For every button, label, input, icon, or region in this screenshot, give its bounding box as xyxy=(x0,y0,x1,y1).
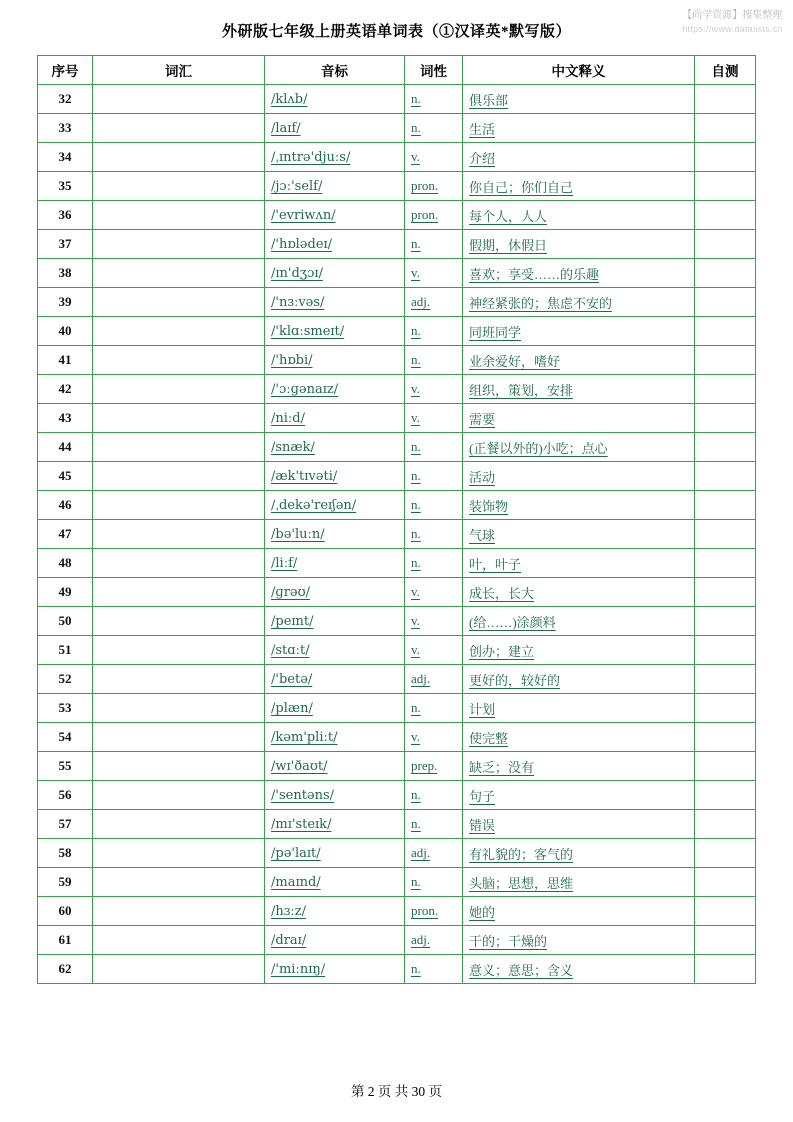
cell-phonetic: /'hɒbi/ xyxy=(265,346,405,375)
cell-selftest-blank[interactable] xyxy=(695,781,756,810)
cell-number: 39 xyxy=(38,288,93,317)
cell-number: 53 xyxy=(38,694,93,723)
cell-phonetic: /æk'tɪvəti/ xyxy=(265,462,405,491)
cell-pos: n. xyxy=(405,114,463,143)
cell-word-blank[interactable] xyxy=(93,85,265,114)
cell-pos: n. xyxy=(405,810,463,839)
cell-meaning: 干的；干燥的 xyxy=(463,926,695,955)
cell-word-blank[interactable] xyxy=(93,462,265,491)
cell-phonetic: /ˌɪntrə'djuːs/ xyxy=(265,143,405,172)
cell-pos: adj. xyxy=(405,288,463,317)
cell-selftest-blank[interactable] xyxy=(695,201,756,230)
cell-selftest-blank[interactable] xyxy=(695,578,756,607)
cell-number: 41 xyxy=(38,346,93,375)
cell-word-blank[interactable] xyxy=(93,810,265,839)
cell-word-blank[interactable] xyxy=(93,143,265,172)
cell-word-blank[interactable] xyxy=(93,491,265,520)
cell-meaning: 每个人，人人 xyxy=(463,201,695,230)
table-row xyxy=(38,259,756,288)
cell-meaning: 句子 xyxy=(463,781,695,810)
cell-number: 38 xyxy=(38,259,93,288)
cell-number: 55 xyxy=(38,752,93,781)
cell-phonetic: /klʌb/ xyxy=(265,85,405,114)
cell-meaning: 她的 xyxy=(463,897,695,926)
cell-phonetic: /ɪn'dʒɔɪ/ xyxy=(265,259,405,288)
cell-number: 57 xyxy=(38,810,93,839)
table-row xyxy=(38,897,756,926)
cell-word-blank[interactable] xyxy=(93,955,265,984)
cell-number: 45 xyxy=(38,462,93,491)
cell-number: 54 xyxy=(38,723,93,752)
cell-word-blank[interactable] xyxy=(93,607,265,636)
cell-word-blank[interactable] xyxy=(93,897,265,926)
cell-word-blank[interactable] xyxy=(93,839,265,868)
cell-pos: n. xyxy=(405,520,463,549)
header-word: 词汇 xyxy=(93,56,265,85)
table-row xyxy=(38,578,756,607)
cell-pos: pron. xyxy=(405,897,463,926)
cell-pos: n. xyxy=(405,462,463,491)
cell-selftest-blank[interactable] xyxy=(695,549,756,578)
table-row xyxy=(38,955,756,984)
cell-selftest-blank[interactable] xyxy=(695,607,756,636)
cell-number: 44 xyxy=(38,433,93,462)
table-row xyxy=(38,810,756,839)
cell-pos: n. xyxy=(405,230,463,259)
table-row xyxy=(38,462,756,491)
watermark xyxy=(682,8,783,37)
header-number: 序号 xyxy=(38,56,93,85)
cell-phonetic: /'sentəns/ xyxy=(265,781,405,810)
cell-number: 48 xyxy=(38,549,93,578)
cell-number: 36 xyxy=(38,201,93,230)
cell-meaning: 业余爱好，嗜好 xyxy=(463,346,695,375)
cell-number: 49 xyxy=(38,578,93,607)
cell-meaning: 气球 xyxy=(463,520,695,549)
cell-pos: n. xyxy=(405,868,463,897)
cell-phonetic: /hɜːz/ xyxy=(265,897,405,926)
cell-phonetic: /wɪ'ðaʊt/ xyxy=(265,752,405,781)
cell-word-blank[interactable] xyxy=(93,230,265,259)
table-row xyxy=(38,549,756,578)
cell-pos: n. xyxy=(405,549,463,578)
table-row xyxy=(38,781,756,810)
cell-number: 33 xyxy=(38,114,93,143)
cell-word-blank[interactable] xyxy=(93,694,265,723)
cell-selftest-blank[interactable] xyxy=(695,404,756,433)
cell-selftest-blank[interactable] xyxy=(695,317,756,346)
cell-pos: v. xyxy=(405,404,463,433)
cell-word-blank[interactable] xyxy=(93,723,265,752)
cell-word-blank[interactable] xyxy=(93,317,265,346)
cell-word-blank[interactable] xyxy=(93,868,265,897)
cell-phonetic: /snæk/ xyxy=(265,433,405,462)
cell-selftest-blank[interactable] xyxy=(695,259,756,288)
cell-meaning: 活动 xyxy=(463,462,695,491)
header-selftest: 自测 xyxy=(695,56,756,85)
cell-pos: prep. xyxy=(405,752,463,781)
cell-pos: pron. xyxy=(405,172,463,201)
cell-number: 47 xyxy=(38,520,93,549)
cell-phonetic: /'hɒlədeɪ/ xyxy=(265,230,405,259)
cell-phonetic: /laɪf/ xyxy=(265,114,405,143)
cell-number: 56 xyxy=(38,781,93,810)
cell-phonetic: /pə'laɪt/ xyxy=(265,839,405,868)
watermark-source: 【尚学资源】搜集整理 xyxy=(682,10,783,21)
cell-pos: v. xyxy=(405,143,463,172)
cell-selftest-blank[interactable] xyxy=(695,752,756,781)
table-row xyxy=(38,172,756,201)
cell-phonetic: /'ɔːɡənaɪz/ xyxy=(265,375,405,404)
table-row xyxy=(38,143,756,172)
cell-pos: n. xyxy=(405,433,463,462)
cell-selftest-blank[interactable] xyxy=(695,520,756,549)
cell-meaning: 生活 xyxy=(463,114,695,143)
cell-selftest-blank[interactable] xyxy=(695,288,756,317)
table-row xyxy=(38,404,756,433)
cell-pos: n. xyxy=(405,491,463,520)
cell-phonetic: /'nɜːvəs/ xyxy=(265,288,405,317)
table-row xyxy=(38,491,756,520)
page-number-footer: 第 2 页 共 30 页 xyxy=(350,1084,443,1099)
table-row xyxy=(38,114,756,143)
cell-selftest-blank[interactable] xyxy=(695,172,756,201)
cell-phonetic: /mɪ'steɪk/ xyxy=(265,810,405,839)
cell-pos: adj. xyxy=(405,839,463,868)
table-row xyxy=(38,723,756,752)
cell-meaning: 使完整 xyxy=(463,723,695,752)
table-row xyxy=(38,694,756,723)
cell-meaning: 有礼貌的；客气的 xyxy=(463,839,695,868)
cell-phonetic: /kəm'pliːt/ xyxy=(265,723,405,752)
cell-pos: n. xyxy=(405,85,463,114)
cell-number: 42 xyxy=(38,375,93,404)
cell-meaning: 你自己；你们自己 xyxy=(463,172,695,201)
cell-meaning: 创办；建立 xyxy=(463,636,695,665)
table-row xyxy=(38,839,756,868)
cell-pos: v. xyxy=(405,259,463,288)
cell-number: 59 xyxy=(38,868,93,897)
cell-selftest-blank[interactable] xyxy=(695,723,756,752)
cell-selftest-blank[interactable] xyxy=(695,926,756,955)
cell-meaning: (正餐以外的)小吃；点心 xyxy=(463,433,695,462)
cell-word-blank[interactable] xyxy=(93,172,265,201)
cell-phonetic: /draɪ/ xyxy=(265,926,405,955)
cell-meaning: 喜欢；享受……的乐趣 xyxy=(463,259,695,288)
table-row xyxy=(38,230,756,259)
cell-meaning: 假期，休假日 xyxy=(463,230,695,259)
cell-number: 37 xyxy=(38,230,93,259)
cell-selftest-blank[interactable] xyxy=(695,346,756,375)
cell-pos: n. xyxy=(405,317,463,346)
cell-word-blank[interactable] xyxy=(93,375,265,404)
cell-word-blank[interactable] xyxy=(93,752,265,781)
table-row xyxy=(38,201,756,230)
cell-pos: adj. xyxy=(405,665,463,694)
cell-phonetic: /liːf/ xyxy=(265,549,405,578)
cell-selftest-blank[interactable] xyxy=(695,665,756,694)
table-row xyxy=(38,868,756,897)
cell-phonetic: /bə'luːn/ xyxy=(265,520,405,549)
cell-meaning: 组织，策划，安排 xyxy=(463,375,695,404)
cell-number: 60 xyxy=(38,897,93,926)
cell-pos: n. xyxy=(405,955,463,984)
cell-word-blank[interactable] xyxy=(93,404,265,433)
cell-selftest-blank[interactable] xyxy=(695,143,756,172)
cell-pos: v. xyxy=(405,636,463,665)
header-meaning: 中文释义 xyxy=(463,56,695,85)
cell-phonetic: /'klɑːsmeɪt/ xyxy=(265,317,405,346)
cell-selftest-blank[interactable] xyxy=(695,694,756,723)
cell-number: 34 xyxy=(38,143,93,172)
table-row xyxy=(38,607,756,636)
cell-meaning: 同班同学 xyxy=(463,317,695,346)
cell-word-blank[interactable] xyxy=(93,433,265,462)
cell-meaning: 更好的，较好的 xyxy=(463,665,695,694)
cell-word-blank[interactable] xyxy=(93,346,265,375)
page-title: 外研版七年级上册英语单词表（①汉译英*默写版） xyxy=(221,24,571,40)
watermark-url: https://www.datalists.cn xyxy=(682,24,783,34)
cell-meaning: 装饰物 xyxy=(463,491,695,520)
cell-selftest-blank[interactable] xyxy=(695,433,756,462)
table-header-row xyxy=(38,56,756,85)
cell-number: 51 xyxy=(38,636,93,665)
cell-number: 58 xyxy=(38,839,93,868)
cell-meaning: 错误 xyxy=(463,810,695,839)
table-row xyxy=(38,288,756,317)
table-row xyxy=(38,636,756,665)
cell-pos: v. xyxy=(405,578,463,607)
cell-selftest-blank[interactable] xyxy=(695,955,756,984)
table-row xyxy=(38,433,756,462)
header-pos: 词性 xyxy=(405,56,463,85)
cell-number: 40 xyxy=(38,317,93,346)
cell-meaning: 需要 xyxy=(463,404,695,433)
cell-number: 46 xyxy=(38,491,93,520)
vocab-table xyxy=(37,55,756,984)
cell-word-blank[interactable] xyxy=(93,520,265,549)
cell-number: 61 xyxy=(38,926,93,955)
cell-phonetic: /'betə/ xyxy=(265,665,405,694)
table-row xyxy=(38,346,756,375)
cell-pos: v. xyxy=(405,375,463,404)
cell-meaning: 俱乐部 xyxy=(463,85,695,114)
table-row xyxy=(38,375,756,404)
table-row xyxy=(38,85,756,114)
cell-meaning: 成长，长大 xyxy=(463,578,695,607)
cell-meaning: 缺乏；没有 xyxy=(463,752,695,781)
cell-phonetic: /'miːnɪŋ/ xyxy=(265,955,405,984)
cell-word-blank[interactable] xyxy=(93,578,265,607)
cell-word-blank[interactable] xyxy=(93,201,265,230)
cell-selftest-blank[interactable] xyxy=(695,375,756,404)
cell-phonetic: /plæn/ xyxy=(265,694,405,723)
cell-meaning: 介绍 xyxy=(463,143,695,172)
cell-selftest-blank[interactable] xyxy=(695,85,756,114)
cell-phonetic: /ɡrəʊ/ xyxy=(265,578,405,607)
table-row xyxy=(38,665,756,694)
cell-word-blank[interactable] xyxy=(93,259,265,288)
cell-word-blank[interactable] xyxy=(93,288,265,317)
cell-selftest-blank[interactable] xyxy=(695,491,756,520)
cell-meaning: 计划 xyxy=(463,694,695,723)
cell-pos: n. xyxy=(405,781,463,810)
cell-number: 32 xyxy=(38,85,93,114)
cell-selftest-blank[interactable] xyxy=(695,636,756,665)
cell-phonetic: /niːd/ xyxy=(265,404,405,433)
cell-selftest-blank[interactable] xyxy=(695,897,756,926)
cell-selftest-blank[interactable] xyxy=(695,810,756,839)
cell-meaning: 叶，叶子 xyxy=(463,549,695,578)
cell-number: 35 xyxy=(38,172,93,201)
cell-phonetic: /ˌdekə'reɪʃən/ xyxy=(265,491,405,520)
cell-meaning: (给……)涂颜料 xyxy=(463,607,695,636)
cell-pos: n. xyxy=(405,694,463,723)
table-row xyxy=(38,926,756,955)
cell-meaning: 头脑；思想，思维 xyxy=(463,868,695,897)
table-row xyxy=(38,752,756,781)
cell-pos: n. xyxy=(405,346,463,375)
cell-phonetic: /maɪnd/ xyxy=(265,868,405,897)
cell-selftest-blank[interactable] xyxy=(695,230,756,259)
cell-word-blank[interactable] xyxy=(93,636,265,665)
header-phonetic: 音标 xyxy=(265,56,405,85)
cell-phonetic: /peɪnt/ xyxy=(265,607,405,636)
cell-pos: pron. xyxy=(405,201,463,230)
cell-meaning: 意义；意思；含义 xyxy=(463,955,695,984)
cell-word-blank[interactable] xyxy=(93,114,265,143)
cell-selftest-blank[interactable] xyxy=(695,114,756,143)
cell-pos: v. xyxy=(405,723,463,752)
table-row xyxy=(38,520,756,549)
cell-number: 50 xyxy=(38,607,93,636)
cell-phonetic: /jɔː'self/ xyxy=(265,172,405,201)
cell-word-blank[interactable] xyxy=(93,665,265,694)
cell-phonetic: /'evriwʌn/ xyxy=(265,201,405,230)
cell-selftest-blank[interactable] xyxy=(695,868,756,897)
cell-number: 43 xyxy=(38,404,93,433)
table-row xyxy=(38,317,756,346)
cell-word-blank[interactable] xyxy=(93,781,265,810)
cell-pos: adj. xyxy=(405,926,463,955)
cell-number: 52 xyxy=(38,665,93,694)
cell-selftest-blank[interactable] xyxy=(695,462,756,491)
cell-number: 62 xyxy=(38,955,93,984)
cell-meaning: 神经紧张的；焦虑不安的 xyxy=(463,288,695,317)
cell-pos: v. xyxy=(405,607,463,636)
cell-word-blank[interactable] xyxy=(93,549,265,578)
cell-selftest-blank[interactable] xyxy=(695,839,756,868)
cell-phonetic: /stɑːt/ xyxy=(265,636,405,665)
cell-word-blank[interactable] xyxy=(93,926,265,955)
